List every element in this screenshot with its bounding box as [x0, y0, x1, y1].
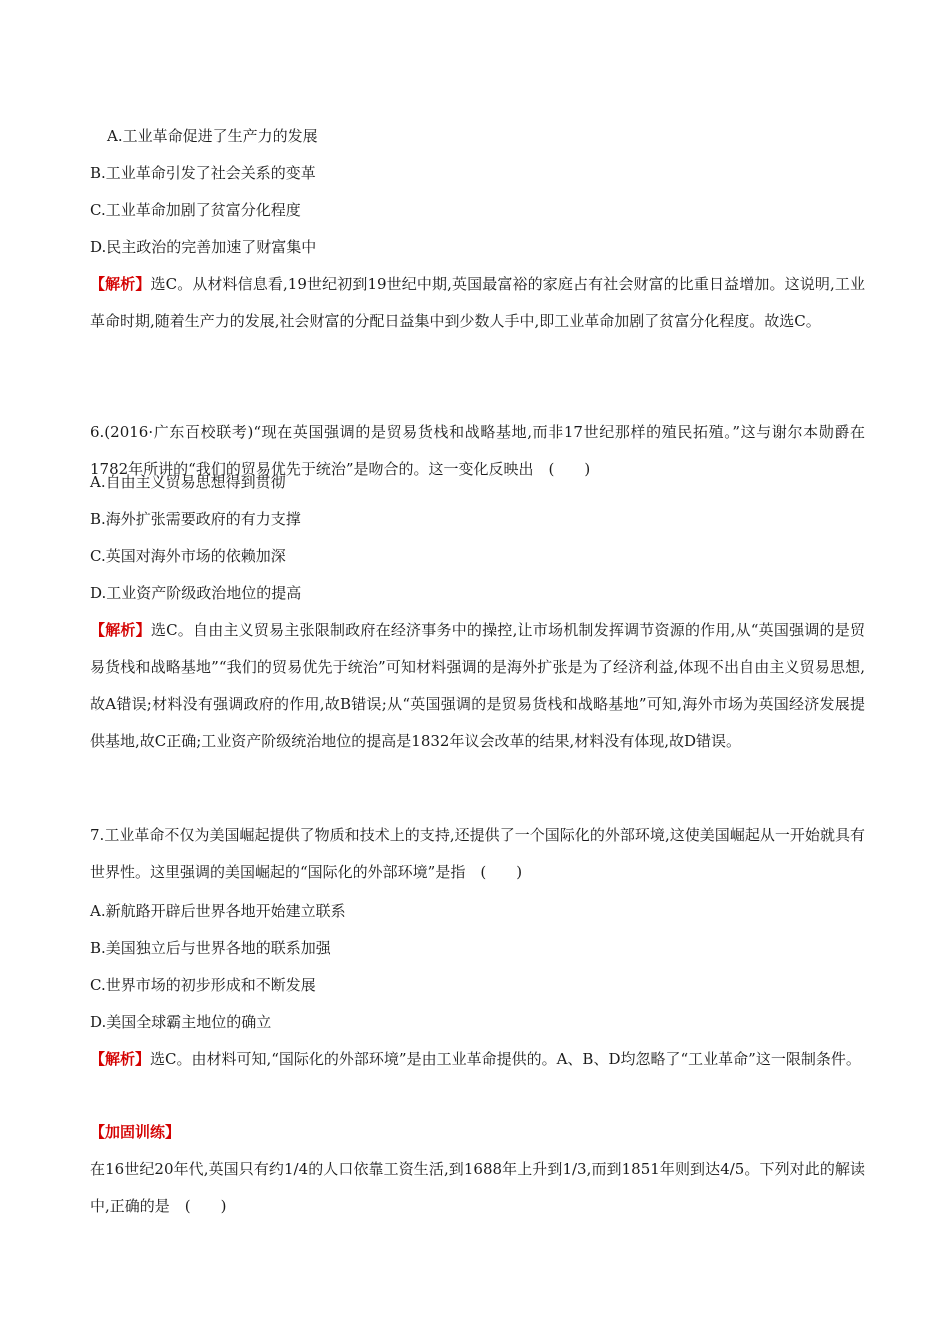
- analysis-tag: 【解析】: [90, 275, 151, 293]
- analysis-tag: 【解析】: [90, 1050, 151, 1068]
- q7-option-c: C.世界市场的初步形成和不断发展: [90, 976, 316, 994]
- q7-option-d: D.美国全球霸主地位的确立: [90, 1013, 272, 1031]
- reinforce-stem: 在16世纪20年代,英国只有约1/4的人口依靠工资生活,到1688年上升到1/3,而到1851年则到达4/5。下列对此的解读中,正确的是 ( ): [90, 1160, 865, 1215]
- q5-option-a: A.工业革命促进了生产力的发展: [107, 127, 318, 145]
- q5-option-c: C.工业革命加剧了贫富分化程度: [90, 201, 301, 219]
- q5-option-b: B.工业革命引发了社会关系的变革: [90, 164, 316, 182]
- analysis-text: 选C。由材料可知,“国际化的外部环境”是由工业革命提供的。A、B、D均忽略了“工业革命”这一限制条件。: [150, 1050, 861, 1068]
- analysis-text: 选C。自由主义贸易主张限制政府在经济事务中的操控,让市场机制发挥调节资源的作用,从“英国强调的是贸易货栈和战略基地”“我们的贸易优先于统治”可知材料强调的是海外扩张是为了经济利益,体现不出自由主义贸易思想,故A错误;材料没有强调政府的作用,故B错误;从“英国强调的是贸易货栈和战略基地”可知,海外市场为英国经济发展提供基地,故C正确;工业资产阶级统治地位的提高是1832年议会改革的结果,材料没有体现,故D错误。: [90, 621, 865, 750]
- q6-option-c: C.英国对海外市场的依赖加深: [90, 547, 286, 565]
- q5-option-d: D.民主政治的完善加速了财富集中: [90, 238, 317, 256]
- q7-option-a: A.新航路开辟后世界各地开始建立联系: [90, 902, 346, 920]
- analysis-tag: 【解析】: [90, 621, 151, 639]
- q5-analysis: [90, 266, 865, 340]
- q6-stem: 6.(2016·广东百校联考)“现在英国强调的是贸易货栈和战略基地,而非17世纪那样的殖民拓殖。”这与谢尔本勋爵在1782年所讲的“我们的贸易优先于统治”是吻合的。这一变化反映出 ( ): [90, 423, 865, 478]
- q7-option-b: B.美国独立后与世界各地的联系加强: [90, 939, 331, 957]
- q6-option-a: A.自由主义贸易思想得到贯彻: [90, 473, 286, 491]
- q7-stem: 7.工业革命不仅为美国崛起提供了物质和技术上的支持,还提供了一个国际化的外部环境,这使美国崛起从一开始就具有世界性。这里强调的美国崛起的“国际化的外部环境”是指 ( ): [90, 826, 865, 881]
- analysis-text: 选C。从材料信息看,19世纪初到19世纪中期,英国最富裕的家庭占有社会财富的比重日益增加。这说明,工业革命时期,随着生产力的发展,社会财富的分配日益集中到少数人手中,即工业革命加剧了贫富分化程度。故选C。: [90, 275, 865, 330]
- reinforce-tag: 【加固训练】: [90, 1123, 181, 1141]
- q6-option-d: D.工业资产阶级政治地位的提高: [90, 584, 302, 602]
- q6-option-b: B.海外扩张需要政府的有力支撑: [90, 510, 301, 528]
- q6-analysis: [90, 612, 865, 760]
- q7-analysis: [90, 1041, 865, 1078]
